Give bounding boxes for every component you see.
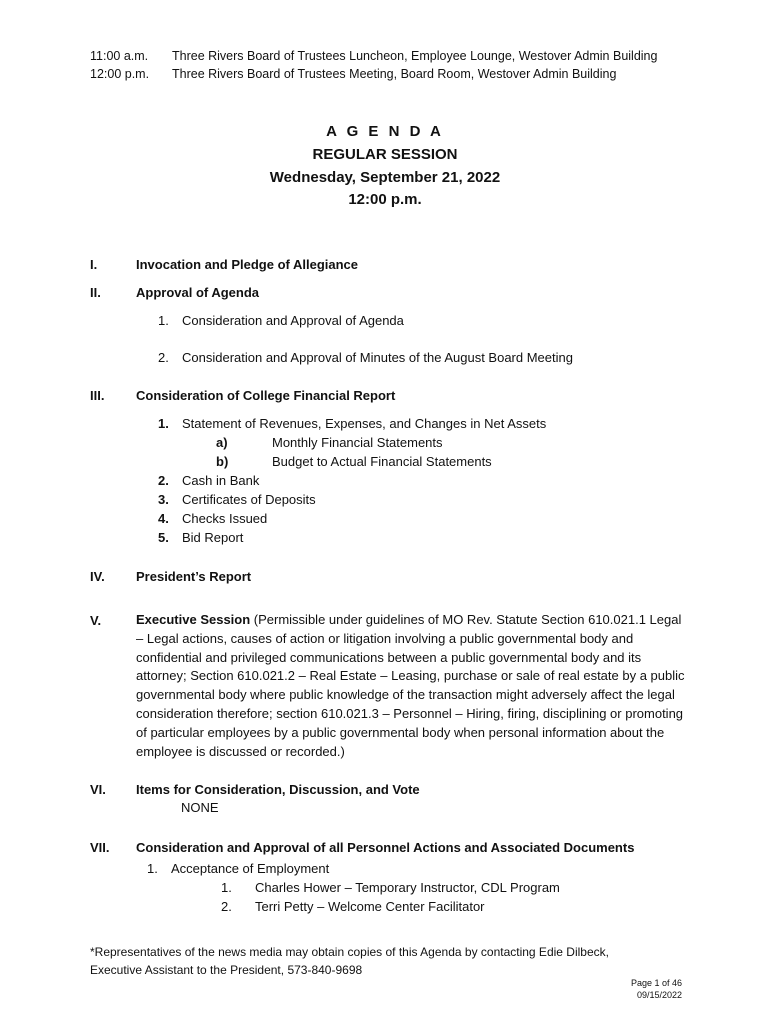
section-description: (Permissible under guidelines of MO Rev. Statute Section 610.021.1 Legal – Legal actions, causes of action or litigation involving a public governmental body and confidential and privileged communications between a public governmental body and its attorney; Section 610.021.2 – Real Estate – Leasing, purchase or sale of real estate by a public governmental body where public knowledge of the transaction might adversely affect the legal consideration therefore; section 610.021.3 – Personnel – Hiring, firing, disciplining or promoting of particular employees by a public governmental body when personal information about the employee is discussed or recorded.)	[136, 612, 685, 759]
page-date: 09/15/2022	[636, 990, 682, 1000]
meeting-time: 12:00 p.m.	[348, 191, 422, 208]
section-title: Executive Session	[136, 612, 251, 627]
schedule-meeting	[90, 65, 616, 83]
section-executive-session	[136, 611, 686, 761]
section-number: IV.	[90, 569, 105, 584]
schedule-luncheon	[90, 47, 657, 65]
list-item: 4. Checks Issued	[158, 511, 268, 526]
section-title: Approval of Agenda	[136, 285, 260, 300]
section-title: Items for Consideration, Discussion, and Vote	[136, 782, 420, 797]
list-item: 1. Consideration and Approval of Agenda	[158, 313, 404, 328]
section-executive-number	[90, 611, 136, 630]
section-title: Consideration of College Financial Report	[136, 388, 396, 403]
section-invocation	[90, 255, 358, 274]
schedule-text: Three Rivers Board of Trustees Luncheon, Employee Lounge, Westover Admin Building	[172, 49, 658, 63]
sub-item: 1. Charles Hower – Temporary Instructor, CDL Program	[221, 880, 560, 895]
none-text: NONE	[181, 800, 219, 815]
list-item: 1. Statement of Revenues, Expenses, and Changes in Net Assets	[158, 416, 547, 431]
section-items-consideration	[90, 780, 420, 799]
section-title: Consideration and Approval of all Personnel Actions and Associated Documents	[136, 840, 635, 855]
section-presidents-report	[90, 567, 251, 586]
page-number-block	[631, 977, 682, 1001]
sub-item: 2. Terri Petty – Welcome Center Facilitator	[221, 899, 485, 914]
section-number: III.	[90, 388, 105, 403]
list-item: 2. Cash in Bank	[158, 473, 260, 488]
agenda-title: A G E N D A	[326, 123, 444, 140]
section-financial-report	[90, 386, 395, 405]
meeting-date: Wednesday, September 21, 2022	[269, 169, 501, 186]
session-title: REGULAR SESSION	[312, 146, 458, 163]
section-number: VII.	[90, 840, 110, 855]
section-title: Invocation and Pledge of Allegiance	[136, 257, 359, 272]
sub-item: b) Budget to Actual Financial Statements	[216, 454, 492, 469]
sub-item: a) Monthly Financial Statements	[216, 435, 443, 450]
list-item: 3. Certificates of Deposits	[158, 492, 316, 507]
footer-note	[90, 943, 609, 979]
section-number: V.	[90, 613, 102, 628]
schedule-time: 11:00 a.m.	[90, 49, 149, 63]
section-number: VI.	[90, 782, 106, 797]
section-number: I.	[90, 257, 98, 272]
list-item: 2. Consideration and Approval of Minutes of the August Board Meeting	[158, 350, 573, 365]
section-title: President’s Report	[136, 569, 252, 584]
footer-line: *Representatives of the news media may obtain copies of this Agenda by contacting Edie Dilbeck,	[90, 945, 609, 959]
footer-line: Executive Assistant to the President, 573-840-9698	[90, 963, 363, 977]
section-number: II.	[90, 285, 101, 300]
list-item: 1. Acceptance of Employment	[147, 861, 330, 876]
section-personnel-actions	[90, 838, 634, 857]
section-approval-agenda	[90, 283, 259, 302]
schedule-text: Three Rivers Board of Trustees Meeting, Board Room, Westover Admin Building	[172, 67, 617, 81]
schedule-time: 12:00 p.m.	[90, 67, 150, 81]
list-item: 5. Bid Report	[158, 530, 244, 545]
page-number: Page 1 of 46	[630, 978, 682, 988]
